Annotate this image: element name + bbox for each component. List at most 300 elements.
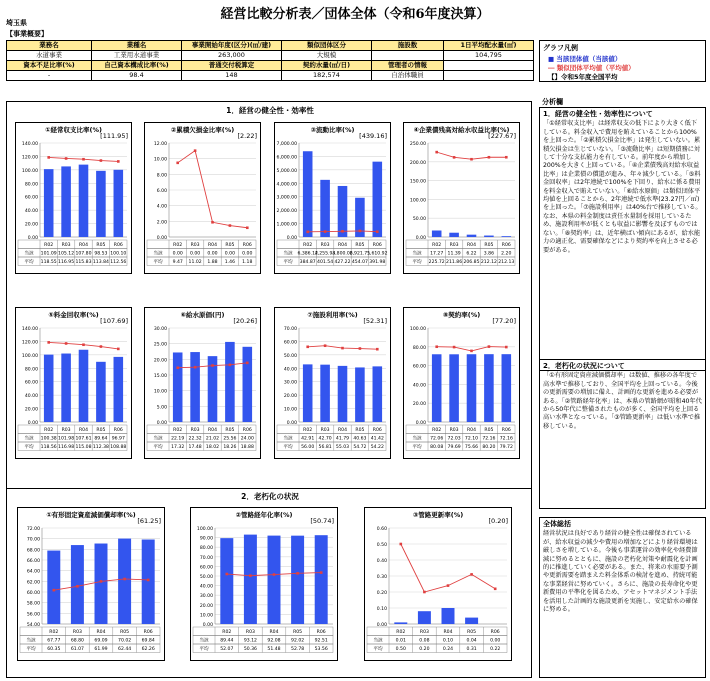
y-tick-label: 8.00 xyxy=(156,173,167,179)
data-label: 108.88 xyxy=(110,445,127,450)
y-tick-label: 54.00 xyxy=(26,623,40,628)
data-label: 92.02 xyxy=(291,638,305,644)
y-tick-label: 60.00 xyxy=(283,340,297,346)
x-tick-label: R06 xyxy=(490,630,500,635)
analysis-box-efficiency xyxy=(539,107,706,371)
x-tick-label: R06 xyxy=(372,243,382,248)
info-blank xyxy=(444,71,534,81)
y-tick-label: 60.00 xyxy=(412,364,426,370)
table-row xyxy=(193,636,333,645)
data-label: 105.12 xyxy=(58,251,75,257)
average-point xyxy=(400,543,403,546)
y-tick-label: 0.00 xyxy=(415,421,426,426)
x-tick-label: R06 xyxy=(501,243,511,248)
average-point xyxy=(324,344,327,347)
data-label: 112.56 xyxy=(110,260,127,265)
average-point xyxy=(359,347,362,350)
y-tick-label: 2,000.00 xyxy=(276,209,297,215)
y-tick-label: 250.00 xyxy=(409,142,426,147)
y-tick-label: 0.00 xyxy=(415,236,426,241)
data-label: 79.69 xyxy=(447,445,461,450)
x-tick-label: R03 xyxy=(190,428,200,433)
average-point xyxy=(65,342,68,345)
bar-mark xyxy=(502,236,512,237)
analysis-text-efficiency: 「①経常収支比率」は経常収支の低下により大きく低下している。料金収入で費用を賄えていることから100%を上回った。「②累積欠損金比率」は発生していない。累積欠損金は生じていない。「③流動比率」は短期債務に対して十分な支払能力を有している。前年度から増加し200%を大きく上回っている。「④企業債残高対給水収益比率」は企業債の償還が進み、年々減少している。「⑤料金回収率」は2年連続で100%を下回り、給水に係る費用を料金収入で賄えていない。「⑥給水原価」は類似団体平均値を上回ることから、2年連続で低水準(23.27円／㎥)を上回った。「⑦施設利用率」は40%台で推移している。なお、本県の料金制度は責任水量制を採用しているため、施設利用率が低くとも収益に影響を及ぼすものではない。「⑧契約率」は、近年横ばい傾向にあるが、給水能力の適正化、需要確保などにより契約率を向上させる必要がある。 xyxy=(543,120,702,254)
chart-national-average: [50.74] xyxy=(310,517,334,525)
x-tick-label: R02 xyxy=(303,428,313,433)
x-tick-label: R04 xyxy=(78,428,89,433)
data-label: 401.54 xyxy=(317,260,334,265)
data-label: 5,610.92 xyxy=(367,251,388,257)
data-label: 118.55 xyxy=(40,260,57,265)
data-label: 42.70 xyxy=(318,436,332,442)
y-tick-label: 25.00 xyxy=(153,342,167,348)
table-row-label: 平均 xyxy=(24,260,34,265)
y-tick-label: 60.00 xyxy=(24,380,38,386)
y-tick-label: 0.00 xyxy=(286,421,297,426)
y-tick-label: 10.00 xyxy=(283,407,297,413)
y-tick-label: 0.60 xyxy=(376,527,387,532)
y-tick-label: 0.00 xyxy=(27,421,38,426)
info-header: 契約水量(㎥/日) xyxy=(282,61,372,71)
x-tick-label: R03 xyxy=(419,630,429,635)
analysis-text-summary: 経営状況は良好であり経営の健全性は確保されているが、給水収益の減少や費用の増加などにより経営環境は厳しさを増している。今後も事業運営の効率化や経費節減に努めるとともに、施設の老朽化対策や耐震化を計画的に推進していく必要がある。また、将来の水需要予測や更新需要を踏まえた料金体系の検討を進め、持続可能な事業経営に努めていく。さらに、施設の長寿命化や更新費用の平準化を図るため、アセットマネジメント手法を活用した計画的な施設更新を実施し、安定給水の確保に努める。 xyxy=(543,530,698,614)
table-row-label: 平均 xyxy=(24,445,34,450)
data-label: 118.56 xyxy=(40,445,57,450)
y-tick-label: 40.00 xyxy=(199,584,213,590)
data-label: 0.00 xyxy=(242,251,253,257)
data-label: 427.22 xyxy=(334,260,351,265)
info-value: 263,000 xyxy=(182,51,282,61)
y-tick-label: 150.00 xyxy=(409,179,426,185)
average-point xyxy=(359,230,362,233)
info-value: 98.4 xyxy=(92,71,182,81)
average-point xyxy=(435,151,438,154)
data-label: 41.79 xyxy=(335,436,350,442)
bar-mark xyxy=(442,608,455,624)
info-value: 182,574 xyxy=(282,71,372,81)
data-label: 0.31 xyxy=(466,647,477,652)
x-tick-label: R03 xyxy=(320,428,330,433)
y-tick-label: 120.00 xyxy=(21,340,38,346)
data-label: 22.19 xyxy=(171,436,185,442)
data-label: 0.00 xyxy=(490,638,501,644)
info-value: 工業用水道事業 xyxy=(92,51,182,61)
data-label: 211.86 xyxy=(446,260,463,265)
data-label: 72.06 xyxy=(430,436,444,442)
info-value: 148 xyxy=(182,71,282,81)
bar-mark xyxy=(190,352,200,422)
data-label: 72.16 xyxy=(482,436,496,442)
average-point xyxy=(320,571,323,574)
x-tick-label: R04 xyxy=(466,243,477,248)
bar-mark xyxy=(244,535,257,624)
data-label: 6,386.12 xyxy=(297,251,318,257)
table-row xyxy=(20,644,160,653)
info-value xyxy=(372,51,444,61)
bar-mark xyxy=(502,354,512,422)
x-tick-label: R06 xyxy=(242,243,252,248)
data-label: 80.20 xyxy=(482,445,496,450)
data-label: 0.22 xyxy=(490,647,501,652)
bar-mark xyxy=(47,551,60,624)
chart-title: ①有形固定資産減価償却率(%) xyxy=(46,511,136,519)
average-point xyxy=(341,347,344,350)
data-label: 116.95 xyxy=(58,260,75,265)
data-label: 0.00 xyxy=(189,251,201,257)
y-tick-label: 0.30 xyxy=(376,575,387,580)
chart-national-average: [52.31] xyxy=(363,317,387,325)
x-tick-label: R05 xyxy=(355,428,365,433)
data-label: 62.26 xyxy=(141,647,155,652)
data-label: 2,921.71 xyxy=(349,251,371,257)
data-label: 17.32 xyxy=(171,445,185,450)
y-tick-label: 40.00 xyxy=(24,394,38,400)
table-row-label: 平均 xyxy=(373,647,383,652)
data-label: 60.35 xyxy=(47,647,61,652)
data-label: 17.27 xyxy=(430,251,444,257)
data-label: 0.00 xyxy=(207,251,218,257)
bar-mark xyxy=(484,354,494,422)
y-tick-label: 66.00 xyxy=(26,559,40,564)
analysis-text-aging: 「①有形固定資産減価償却率」は数値、推移の各年度で高水準で推移しており、全国平均を上回っている。今後の更新需要の増加に備え、計画的な更新を進める必要がある。「②管路経年化率」は、本県の管路網が昭和40年代から50年代に整備されたものが多く、全国平均を上回る高い水準となっている。「③管路更新率」は低い水準で推移している。 xyxy=(543,372,702,430)
indicator-chart xyxy=(403,122,520,274)
x-tick-label: R04 xyxy=(443,630,453,635)
data-label: 18.02 xyxy=(205,445,220,450)
average-point xyxy=(470,158,473,161)
chart-plot xyxy=(145,308,260,458)
average-point xyxy=(447,584,450,587)
indicator-chart xyxy=(15,307,132,459)
info-header: 業務名 xyxy=(7,41,92,51)
x-tick-label: R03 xyxy=(61,243,71,248)
analysis-title-summary: 全体総括 xyxy=(543,520,571,528)
data-label: 61.07 xyxy=(70,647,84,652)
data-label: 69.84 xyxy=(141,638,155,644)
x-tick-label: R05 xyxy=(225,243,235,248)
x-tick-label: R02 xyxy=(396,630,406,635)
data-label: 24.00 xyxy=(240,436,254,442)
data-label: 72.10 xyxy=(464,436,479,442)
data-label: 52.78 xyxy=(291,647,305,652)
x-tick-label: R03 xyxy=(72,630,82,635)
table-row-label: 平均 xyxy=(153,260,163,265)
y-tick-label: 50.00 xyxy=(412,217,426,223)
section-label: 【事業概要】 xyxy=(6,30,48,38)
average-point xyxy=(423,591,426,594)
y-tick-label: 7,000.00 xyxy=(276,142,297,147)
bar-mark xyxy=(225,342,235,422)
bar-mark xyxy=(320,365,330,422)
data-label: 4,255.94 xyxy=(314,251,336,257)
analysis-header: 分析欄 xyxy=(542,98,563,106)
table-row xyxy=(147,425,256,434)
bar-mark xyxy=(61,354,71,422)
y-tick-label: 50.00 xyxy=(199,575,213,580)
data-label: 98.53 xyxy=(94,251,108,257)
indicator-chart xyxy=(274,122,391,274)
bar-mark xyxy=(220,538,233,624)
average-point xyxy=(341,230,344,233)
average-point xyxy=(117,348,120,351)
x-tick-label: R03 xyxy=(320,243,330,248)
table-row xyxy=(20,636,160,645)
average-point xyxy=(47,156,50,159)
y-tick-label: 100.00 xyxy=(21,168,38,174)
table-row xyxy=(18,240,127,249)
average-point xyxy=(176,366,179,369)
table-row xyxy=(367,636,507,645)
y-tick-label: 5,000.00 xyxy=(276,168,297,174)
analysis-title-aging: 2．老朽化の状況について xyxy=(543,362,625,370)
chart-national-average: [20.26] xyxy=(233,317,257,325)
chart-national-average: [61.25] xyxy=(137,517,161,525)
data-label: 391.98 xyxy=(369,260,386,265)
data-label: 89.64 xyxy=(94,436,108,442)
x-tick-label: R02 xyxy=(432,428,442,433)
table-row-label: 平均 xyxy=(412,445,422,450)
y-tick-label: 40.00 xyxy=(412,383,426,389)
table-row-label: 平均 xyxy=(283,445,293,450)
graph-legend xyxy=(539,40,706,82)
data-label: 72.03 xyxy=(447,436,461,442)
x-tick-label: R04 xyxy=(96,630,106,635)
table-row xyxy=(193,644,333,653)
y-tick-label: 10.00 xyxy=(153,157,167,163)
average-point xyxy=(100,580,103,583)
average-point xyxy=(211,364,214,367)
x-tick-label: R04 xyxy=(78,243,89,248)
average-point xyxy=(273,573,276,576)
chart-national-average: [439.16] xyxy=(359,132,387,140)
data-label: 56.00 xyxy=(301,445,315,450)
y-tick-label: 2.00 xyxy=(156,220,167,226)
data-label: 0.08 xyxy=(419,638,430,644)
info-header: 事業開始年度(区分)(㎡/建) xyxy=(182,41,282,51)
charts-panel xyxy=(6,101,532,678)
y-tick-label: 4,000.00 xyxy=(276,182,297,188)
table-row-label: 当該 xyxy=(26,638,36,644)
y-tick-label: 6,000.00 xyxy=(276,155,297,161)
panel-title-efficiency: 1．経営の健全性・効率性 xyxy=(226,106,314,115)
chart-plot xyxy=(404,123,519,273)
business-overview-table xyxy=(6,40,534,81)
indicator-chart xyxy=(274,307,391,459)
bar-mark xyxy=(142,540,155,624)
info-value: 水道事業 xyxy=(7,51,92,61)
data-label: 17.48 xyxy=(188,445,202,450)
y-tick-label: 20.00 xyxy=(412,402,426,408)
bar-mark xyxy=(303,151,313,237)
indicator-chart xyxy=(144,122,261,274)
analysis-box-summary xyxy=(539,517,706,678)
average-point xyxy=(100,159,103,162)
data-label: 54.72 xyxy=(353,445,367,450)
y-tick-label: 30.00 xyxy=(199,594,213,600)
average-point xyxy=(435,345,438,348)
data-label: 72.16 xyxy=(499,436,513,442)
chart-national-average: [0.20] xyxy=(488,517,508,525)
average-point xyxy=(226,573,229,576)
chart-title: ②累積欠損金比率(%) xyxy=(170,126,235,134)
data-label: 68.80 xyxy=(70,638,84,644)
data-label: 0.20 xyxy=(419,647,430,652)
page-title: 経営比較分析表／団体全体（令和6年度決算） xyxy=(220,7,490,22)
x-tick-label: R05 xyxy=(467,630,477,635)
legend-item-line: ― 類似団体平均値（平均値） xyxy=(548,64,635,72)
x-tick-label: R05 xyxy=(96,243,106,248)
y-tick-label: 0.00 xyxy=(286,236,297,241)
y-tick-label: 100.00 xyxy=(409,198,426,204)
data-label: 206.85 xyxy=(463,260,480,265)
data-label: 212.12 xyxy=(480,260,497,265)
data-label: 107.61 xyxy=(75,436,92,442)
table-row-label: 平均 xyxy=(26,647,36,652)
average-point xyxy=(505,346,508,349)
chart-plot xyxy=(275,123,390,273)
data-label: 3.86 xyxy=(483,251,495,257)
y-tick-label: 64.00 xyxy=(26,569,40,575)
average-point xyxy=(494,588,497,591)
x-tick-label: R04 xyxy=(337,428,348,433)
y-tick-label: 60.00 xyxy=(199,565,213,571)
info-header: 自己資本構成比率(%) xyxy=(92,61,182,71)
table-row xyxy=(147,249,256,258)
legend-title: グラフ凡例 xyxy=(543,44,578,52)
data-label: 0.50 xyxy=(395,647,406,652)
y-tick-label: 62.00 xyxy=(26,580,40,586)
bar-mark xyxy=(373,366,383,422)
info-header: 施設数 xyxy=(372,41,444,51)
legend-item-national: 【】令和5年度全国平均 xyxy=(548,73,618,81)
data-label: 93.12 xyxy=(243,638,257,644)
y-tick-label: 0.00 xyxy=(156,236,167,241)
data-label: 0.10 xyxy=(442,638,454,644)
data-label: 115.83 xyxy=(75,260,92,265)
y-tick-label: 20.00 xyxy=(24,222,38,228)
bar-mark xyxy=(118,539,131,624)
x-tick-label: R03 xyxy=(449,243,459,248)
info-blank xyxy=(444,61,534,71)
data-label: 0.00 xyxy=(224,251,236,257)
data-label: 54.22 xyxy=(370,445,384,450)
data-label: 3,800.06 xyxy=(332,251,353,257)
average-point xyxy=(229,363,232,366)
indicator-chart xyxy=(364,507,512,661)
x-tick-label: R02 xyxy=(432,243,442,248)
average-point xyxy=(123,578,126,581)
y-tick-label: 0.40 xyxy=(376,559,387,564)
average-point xyxy=(306,346,309,349)
info-header: 類似団体区分 xyxy=(282,41,372,51)
y-tick-label: 6.00 xyxy=(156,189,167,194)
y-tick-label: 0.00 xyxy=(156,421,167,426)
data-label: 18.26 xyxy=(223,445,237,450)
info-header: 資本不足比率(%) xyxy=(7,61,92,71)
y-tick-label: 0.10 xyxy=(376,607,387,612)
average-point xyxy=(194,366,197,369)
data-label: 92.51 xyxy=(314,638,328,644)
y-tick-label: 56.00 xyxy=(26,612,40,618)
data-label: 41.42 xyxy=(370,436,384,442)
data-label: 79.72 xyxy=(499,445,513,450)
y-tick-label: 50.00 xyxy=(283,353,297,359)
data-label: 89.44 xyxy=(220,638,234,644)
average-point xyxy=(306,231,309,234)
y-tick-label: 80.00 xyxy=(24,182,38,188)
x-tick-label: R03 xyxy=(449,428,459,433)
average-point xyxy=(53,589,56,592)
table-row-label: 平均 xyxy=(412,260,422,265)
y-tick-label: 70.00 xyxy=(199,555,213,561)
y-tick-label: 120.00 xyxy=(21,155,38,161)
chart-title: ③流動比率(%) xyxy=(310,126,355,134)
x-tick-label: R05 xyxy=(293,630,303,635)
info-header: 管理者の情報 xyxy=(372,61,444,71)
data-label: 62.44 xyxy=(118,647,132,652)
x-tick-label: R06 xyxy=(113,428,123,433)
average-point xyxy=(249,574,252,577)
bar-mark xyxy=(96,362,106,422)
data-label: 454.07 xyxy=(351,260,368,265)
x-tick-label: R02 xyxy=(44,243,54,248)
chart-plot xyxy=(18,508,164,660)
chart-title: ①経常収支比率(%) xyxy=(45,126,102,134)
bar-mark xyxy=(243,347,253,422)
table-row-label: 当該 xyxy=(283,251,293,257)
chart-plot xyxy=(145,123,260,273)
y-tick-label: 140.00 xyxy=(21,142,38,147)
data-label: 9.47 xyxy=(172,260,183,265)
data-label: 100.10 xyxy=(110,251,127,257)
x-tick-label: R06 xyxy=(372,428,382,433)
average-point xyxy=(47,341,50,344)
table-row-label: 平均 xyxy=(153,445,163,450)
bar-mark xyxy=(465,618,478,624)
x-tick-label: R05 xyxy=(484,243,494,248)
bar-mark xyxy=(418,611,431,624)
info-header: 業種名 xyxy=(92,41,182,51)
y-tick-label: 58.00 xyxy=(26,601,40,607)
chart-plot xyxy=(16,308,131,458)
average-point xyxy=(82,158,85,161)
bar-mark xyxy=(432,354,442,422)
data-label: 75.66 xyxy=(464,445,479,450)
average-point xyxy=(65,157,68,160)
average-point xyxy=(211,221,214,224)
data-label: 113.84 xyxy=(92,260,109,265)
data-label: 0.24 xyxy=(442,647,454,652)
y-tick-label: 0.00 xyxy=(27,236,38,241)
x-tick-label: R02 xyxy=(173,243,183,248)
x-tick-label: R06 xyxy=(316,630,326,635)
x-tick-label: R05 xyxy=(355,243,365,248)
data-label: 101.98 xyxy=(58,436,75,442)
y-tick-label: 90.00 xyxy=(199,536,213,542)
y-tick-label: 100.00 xyxy=(196,527,213,532)
data-label: 1.18 xyxy=(242,260,253,265)
bar-mark xyxy=(373,162,383,237)
data-label: 50.36 xyxy=(243,647,257,652)
data-label: 6.22 xyxy=(466,251,477,257)
chart-plot xyxy=(404,308,519,458)
y-tick-label: 10.00 xyxy=(153,389,167,395)
bar-mark xyxy=(71,545,84,624)
y-tick-label: 3,000.00 xyxy=(276,195,297,201)
average-line xyxy=(178,151,248,228)
data-label: 21.02 xyxy=(205,436,220,442)
indicator-chart xyxy=(190,507,338,661)
